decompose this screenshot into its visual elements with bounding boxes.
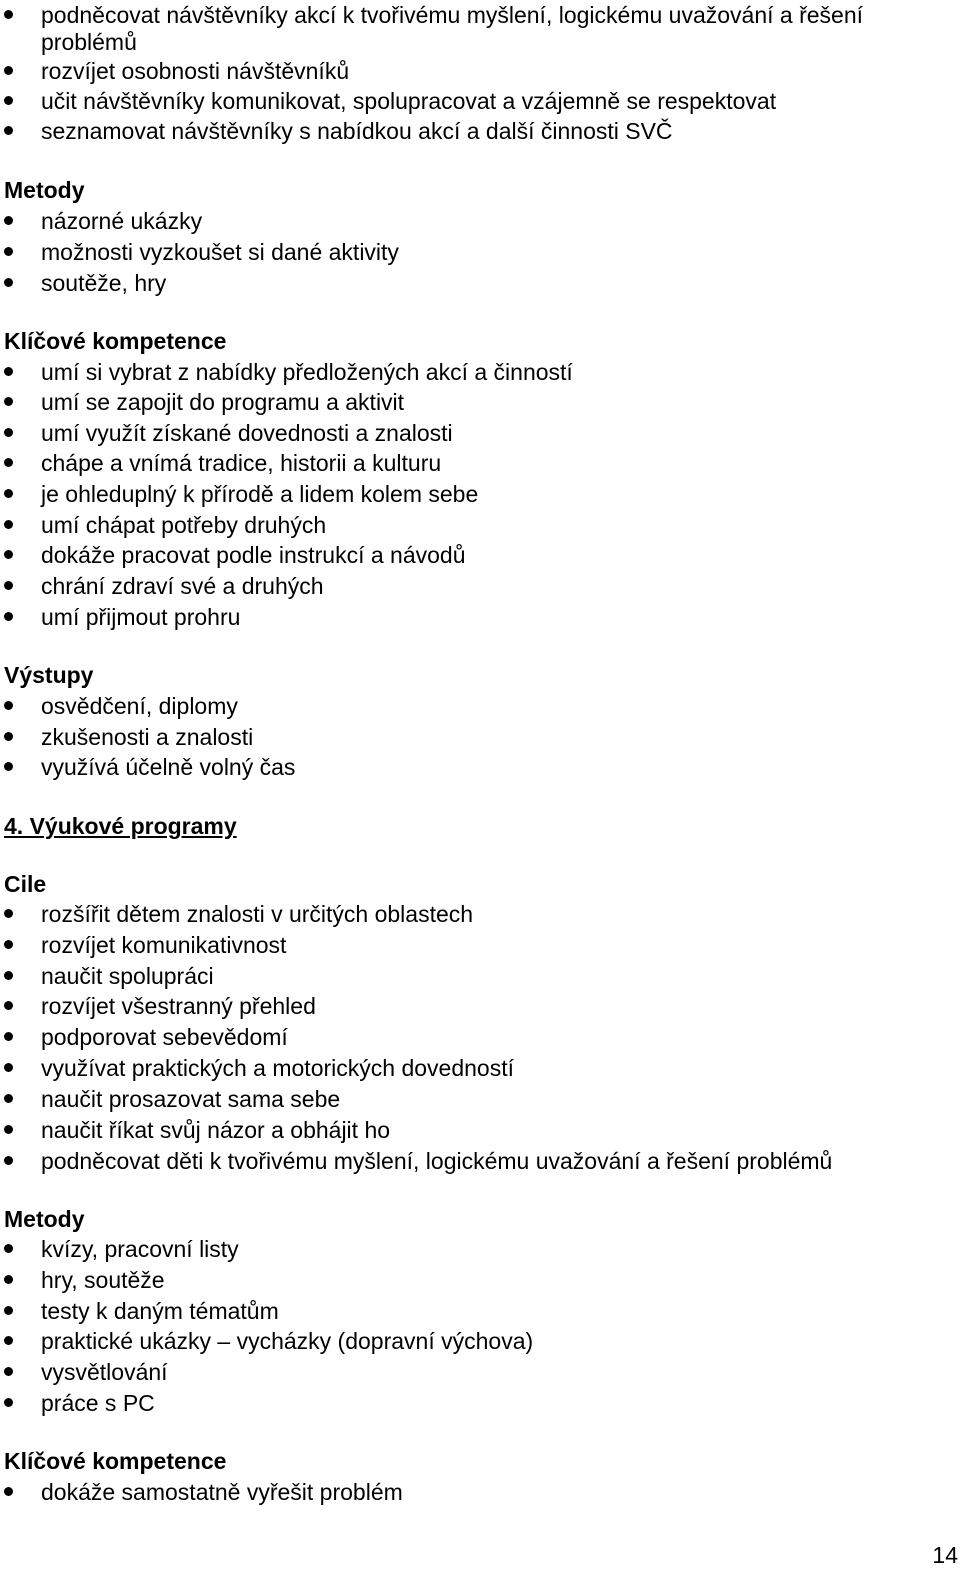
heading-cile: Cile (4, 871, 47, 897)
list-item-text: zkušenosti a znalosti (41, 724, 254, 750)
list-item (0, 1388, 960, 1418)
bullet-icon (4, 940, 13, 949)
list-item (0, 1234, 960, 1264)
list-item-text: možnosti vyzkoušet si dané aktivity (41, 239, 399, 265)
list-item (0, 387, 960, 417)
heading-metody: Metody (4, 1206, 85, 1232)
bullet-icon (4, 397, 13, 406)
list-item (0, 1053, 960, 1083)
bullet-icon (4, 489, 13, 498)
list-item-text: podněcovat návštěvníky akcí k tvořivému myšlení, logickému uvažování a řešení (41, 2, 864, 28)
heading-metody: Metody (4, 177, 85, 203)
list-item (0, 1265, 960, 1295)
list-item (0, 116, 960, 146)
list-item (0, 448, 960, 478)
list-item (0, 1084, 960, 1114)
list-item-text: učit návštěvníky komunikovat, spolupracovat a vzájemně se respektovat (41, 88, 777, 114)
list-item (0, 1022, 960, 1052)
bullet-icon (4, 1398, 13, 1407)
list-item-text: využívat praktických a motorických dovedností (41, 1055, 514, 1081)
list-item-continuation (0, 27, 960, 57)
bullet-icon (4, 1063, 13, 1072)
bullet-icon (4, 428, 13, 437)
list-item-text: podněcovat děti k tvořivému myšlení, logickému uvažování a řešení problémů (41, 1148, 833, 1174)
bullet-icon (4, 1156, 13, 1165)
bullet-icon (4, 581, 13, 590)
list-item-text: vysvětlování (41, 1359, 168, 1385)
list-item-text: osvědčení, diplomy (41, 693, 238, 719)
list-item-text: seznamovat návštěvníky s nabídkou akcí a další činnosti SVČ (41, 118, 673, 144)
heading-klicove-kompetence: Klíčové kompetence (4, 1448, 227, 1474)
list-item (0, 1357, 960, 1387)
bullet-icon (4, 612, 13, 621)
bullet-icon (4, 96, 13, 105)
list-item-text: využívá účelně volný čas (41, 754, 296, 780)
bullet-icon (4, 762, 13, 771)
page-number: 14 (932, 1542, 958, 1568)
bullet-icon (4, 66, 13, 75)
list-item (0, 1146, 960, 1176)
list-item (0, 602, 960, 632)
list-item (0, 899, 960, 929)
list-item-text: umí si vybrat z nabídky předložených akcí a činností (41, 359, 573, 385)
list-item (0, 1115, 960, 1145)
bullet-icon (4, 550, 13, 559)
list-item-text: chrání zdraví své a druhých (41, 573, 324, 599)
list-item (0, 237, 960, 267)
bullet-icon (4, 732, 13, 741)
bullet-icon (4, 971, 13, 980)
bullet-icon (4, 10, 13, 19)
list-item-text: soutěže, hry (41, 270, 167, 296)
list-item-text: umí využít získané dovednosti a znalosti (41, 420, 453, 446)
list-item (0, 418, 960, 448)
list-item-text: naučit říkat svůj názor a obhájit ho (41, 1117, 391, 1143)
list-item-text: umí přijmout prohru (41, 604, 241, 630)
bullet-icon (4, 1306, 13, 1315)
list-item-text: podporovat sebevědomí (41, 1024, 288, 1050)
list-item-text: testy k daným tématům (41, 1298, 279, 1324)
list-item (0, 930, 960, 960)
list-item (0, 479, 960, 509)
bullet-icon (4, 909, 13, 918)
list-item (0, 540, 960, 570)
list-item-text: dokáže pracovat podle instrukcí a návodů (41, 542, 466, 568)
bullet-icon (4, 520, 13, 529)
list-item (0, 691, 960, 721)
list-item (0, 268, 960, 298)
list-item-text: praktické ukázky – vycházky (dopravní výchova) (41, 1328, 534, 1354)
list-item (0, 1296, 960, 1326)
list-item-text: chápe a vnímá tradice, historii a kulturu (41, 450, 442, 476)
bullet-icon (4, 126, 13, 135)
list-item-text: problémů (41, 29, 137, 55)
list-item-text: rozvíjet komunikativnost (41, 932, 287, 958)
list-item (0, 206, 960, 236)
section-title: 4. Výukové programy (4, 813, 237, 839)
list-item-text: rozvíjet všestranný přehled (41, 993, 316, 1019)
list-item (0, 1326, 960, 1356)
list-item (0, 510, 960, 540)
bullet-icon (4, 278, 13, 287)
bullet-icon (4, 701, 13, 710)
list-item (0, 357, 960, 387)
list-item-text: je ohleduplný k přírodě a lidem kolem sebe (41, 481, 479, 507)
list-item-text: naučit prosazovat sama sebe (41, 1086, 341, 1112)
list-item (0, 752, 960, 782)
list-item (0, 961, 960, 991)
list-item (0, 571, 960, 601)
list-item-text: umí chápat potřeby druhých (41, 512, 327, 538)
bullet-icon (4, 1125, 13, 1134)
bullet-icon (4, 458, 13, 467)
list-item (0, 991, 960, 1021)
list-item (0, 0, 960, 30)
bullet-icon (4, 1032, 13, 1041)
list-item-text: umí se zapojit do programu a aktivit (41, 389, 405, 415)
list-item-text: kvízy, pracovní listy (41, 1236, 239, 1262)
list-item (0, 722, 960, 752)
list-item-text: dokáže samostatně vyřešit problém (41, 1479, 403, 1505)
heading-klicove-kompetence: Klíčové kompetence (4, 328, 227, 354)
bullet-icon (4, 247, 13, 256)
bullet-icon (4, 1336, 13, 1345)
bullet-icon (4, 1275, 13, 1284)
list-item (0, 56, 960, 86)
bullet-icon (4, 1487, 13, 1496)
list-item-text: hry, soutěže (41, 1267, 165, 1293)
list-item-text: práce s PC (41, 1390, 155, 1416)
heading-vystupy: Výstupy (4, 662, 94, 688)
list-item (0, 86, 960, 116)
bullet-icon (4, 216, 13, 225)
list-item-text: rozšířit dětem znalosti v určitých oblastech (41, 901, 474, 927)
bullet-icon (4, 1001, 13, 1010)
bullet-icon (4, 1367, 13, 1376)
bullet-icon (4, 1094, 13, 1103)
bullet-icon (4, 1244, 13, 1253)
list-item-text: naučit spolupráci (41, 963, 214, 989)
bullet-icon (4, 367, 13, 376)
list-item-text: názorné ukázky (41, 208, 203, 234)
list-item-text: rozvíjet osobnosti návštěvníků (41, 58, 350, 84)
list-item (0, 1477, 960, 1507)
